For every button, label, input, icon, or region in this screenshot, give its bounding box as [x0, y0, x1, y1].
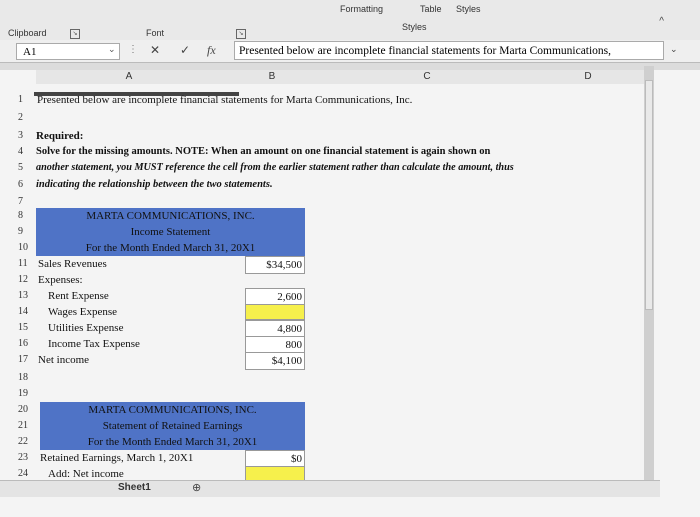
expenses-label[interactable]: Expenses: — [38, 274, 83, 286]
table-row — [0, 208, 645, 224]
utilities-expense-label[interactable]: Utilities Expense — [48, 322, 124, 334]
row-number[interactable]: 9 — [18, 226, 23, 237]
table-row — [0, 304, 645, 320]
scrollbar-thumb[interactable] — [645, 80, 653, 310]
required-label: Required: — [36, 130, 84, 142]
table-row — [0, 352, 645, 368]
row-number[interactable]: 24 — [18, 468, 28, 479]
table-row — [0, 240, 645, 256]
table-row — [0, 320, 645, 336]
formatting-button[interactable]: Formatting — [340, 4, 384, 14]
row-number[interactable]: 10 — [18, 242, 28, 253]
income-statement-company[interactable]: MARTA COMMUNICATIONS, INC. — [36, 208, 305, 224]
row-number[interactable]: 16 — [18, 338, 28, 349]
add-sheet-icon[interactable]: ⊕ — [192, 482, 202, 494]
instruction-line-1: Solve for the missing amounts. NOTE: When an amount on one financial statement is again shown on — [36, 146, 491, 157]
cell-a1-text: Presented below are incomplete financial statements for Marta Communications, Inc. — [37, 94, 413, 106]
row-number[interactable]: 1 — [18, 94, 23, 105]
table-row — [0, 272, 645, 288]
row-number[interactable]: 4 — [18, 146, 23, 157]
table-row — [0, 402, 645, 418]
table-row — [0, 386, 645, 402]
column-header-c[interactable]: C — [322, 70, 533, 84]
income-statement-period[interactable]: For the Month Ended March 31, 20X1 — [36, 240, 305, 256]
row-number[interactable]: 7 — [18, 196, 23, 207]
retained-earnings-beginning-label[interactable]: Retained Earnings, March 1, 20X1 — [40, 452, 194, 464]
row-number[interactable]: 11 — [18, 258, 28, 269]
rent-expense-label[interactable]: Rent Expense — [48, 290, 109, 302]
row-number[interactable]: 2 — [18, 112, 23, 123]
table-button[interactable]: Table — [420, 4, 442, 14]
row-number[interactable]: 19 — [18, 388, 28, 399]
instruction-line-3: indicating the relationship between the two statements. — [36, 179, 273, 190]
sales-revenues-label[interactable]: Sales Revenues — [38, 258, 107, 270]
formula-bar — [0, 40, 700, 63]
font-launcher-icon[interactable]: ↘ — [236, 29, 246, 39]
net-income-value[interactable]: $4,100 — [245, 352, 305, 370]
worksheet — [0, 70, 700, 517]
ribbon — [0, 0, 700, 40]
row-number[interactable]: 14 — [18, 306, 28, 317]
wages-expense-input[interactable] — [245, 304, 305, 320]
row-number[interactable]: 20 — [18, 404, 28, 415]
column-header-d[interactable]: D — [532, 70, 645, 84]
collapse-ribbon-icon[interactable]: ^ — [659, 16, 664, 27]
row-number[interactable]: 13 — [18, 290, 28, 301]
table-row — [0, 256, 645, 272]
row-number[interactable]: 8 — [18, 210, 23, 221]
row-number[interactable]: 12 — [18, 274, 28, 285]
income-tax-expense-label[interactable]: Income Tax Expense — [48, 338, 140, 350]
row-number[interactable]: 21 — [18, 420, 28, 431]
table-row — [0, 128, 645, 144]
clipboard-launcher-icon[interactable]: ↘ — [70, 29, 80, 39]
table-row — [0, 370, 645, 386]
table-row — [0, 336, 645, 352]
clipboard-group-label: Clipboard — [8, 28, 47, 38]
retained-earnings-company[interactable]: MARTA COMMUNICATIONS, INC. — [40, 402, 305, 418]
row-number[interactable]: 6 — [18, 179, 23, 190]
expand-formula-icon[interactable]: ⌄ — [670, 44, 678, 54]
retained-earnings-beginning-value[interactable]: $0 — [245, 450, 305, 468]
column-header-b[interactable]: B — [222, 70, 323, 84]
styles-group-label: Styles — [402, 22, 427, 32]
retained-earnings-period[interactable]: For the Month Ended March 31, 20X1 — [40, 434, 305, 450]
income-statement-title[interactable]: Income Statement — [36, 224, 305, 240]
styles-button[interactable]: Styles — [456, 4, 481, 14]
enter-icon[interactable]: ✓ — [180, 43, 191, 57]
table-row — [0, 144, 645, 160]
wages-expense-label[interactable]: Wages Expense — [48, 306, 118, 318]
name-box[interactable]: A1 — [16, 43, 120, 60]
add-net-income-label[interactable]: Add: Net income — [48, 468, 124, 480]
utilities-expense-value[interactable]: 4,800 — [245, 320, 305, 338]
vertical-scrollbar[interactable] — [644, 66, 654, 486]
name-box-dropdown-icon[interactable]: ⌄ — [108, 44, 116, 54]
row-number[interactable]: 15 — [18, 322, 28, 333]
row-number[interactable]: 3 — [18, 130, 23, 141]
table-row — [0, 177, 645, 193]
rent-expense-value[interactable]: 2,600 — [245, 288, 305, 306]
sheet-tab-bar — [0, 480, 660, 497]
row-number[interactable]: 22 — [18, 436, 28, 447]
table-row — [0, 160, 645, 176]
table-row — [0, 288, 645, 304]
row-number[interactable]: 5 — [18, 162, 23, 173]
table-row — [0, 434, 645, 450]
row-number[interactable]: 18 — [18, 372, 28, 383]
sheet-tab-sheet1[interactable]: Sheet1 — [118, 482, 151, 493]
table-row — [0, 224, 645, 240]
row-number[interactable]: 17 — [18, 354, 28, 365]
table-row — [0, 450, 645, 466]
instruction-line-2: another statement, you MUST reference the cell from the earlier statement rather than calculate the amount, thus — [36, 162, 514, 173]
more-options-icon[interactable]: ⋮ — [128, 44, 138, 55]
column-header-a[interactable]: A — [36, 70, 223, 84]
table-row — [0, 92, 645, 108]
row-number[interactable]: 23 — [18, 452, 28, 463]
cancel-icon[interactable]: ✕ — [150, 43, 161, 57]
fx-icon[interactable]: fx — [207, 43, 216, 57]
table-row — [0, 110, 645, 126]
net-income-label[interactable]: Net income — [38, 354, 90, 366]
formula-input[interactable]: Presented below are incomplete financial statements for Marta Communications, — [234, 41, 664, 60]
table-row — [0, 418, 645, 434]
income-tax-expense-value[interactable]: 800 — [245, 336, 305, 354]
retained-earnings-title[interactable]: Statement of Retained Earnings — [40, 418, 305, 434]
font-group-label: Font — [146, 28, 165, 38]
sales-revenues-value[interactable]: $34,500 — [245, 256, 305, 274]
